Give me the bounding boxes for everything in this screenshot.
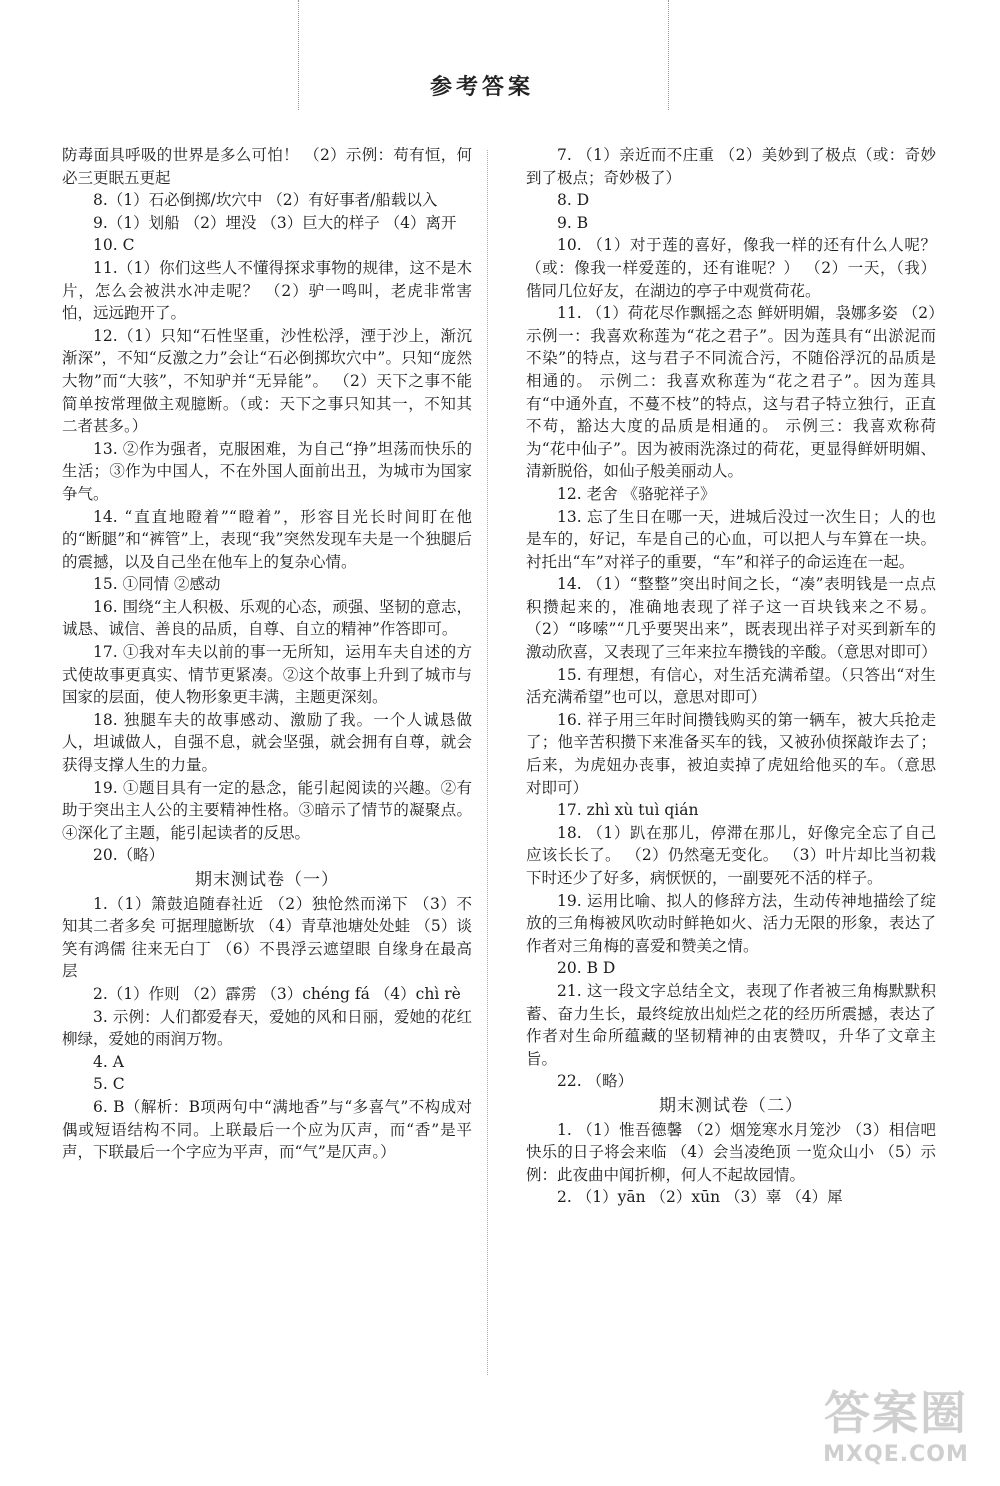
answer-item: 19. 运用比喻、拟人的修辞方法，生动传神地描绘了绽放的三角梅被风吹动时鲜艳如火、活力无限的形象，表达了作者对三角梅的喜爱和赞美之情。 bbox=[526, 891, 936, 955]
answer-item: 8. D bbox=[557, 191, 590, 210]
site-watermark bbox=[800, 1385, 992, 1481]
answer-item: 21. 这一段文字总结全文，表现了作者被三角梅默默积蓄、奋力生长，最终绽放出灿烂之花的经历所震撼，表达了作者对生命所蕴藏的坚韧精神的由衷赞叹，升华了文章主旨。 bbox=[526, 981, 936, 1068]
answer-item: 20. B D bbox=[557, 959, 616, 978]
section-heading: 期末测试卷（一） bbox=[195, 870, 339, 890]
answer-item: 14. （1）“整整”突出时间之长，“凑”表明钱是一点点积攒起来的，准确地表现了祥子这一百块钱来之不易。 （2）“哆嗦”“几乎要哭出来”，既表现出祥子对买到新车的激动欣喜，又表现了三年来拉车攒钱的辛酸。（意思对即可） bbox=[526, 575, 937, 662]
answer-item: 20.（略） bbox=[93, 846, 165, 865]
answer-item: 15. ①同情 ②感动 bbox=[93, 575, 221, 594]
header-rule-right bbox=[668, 0, 669, 110]
section-heading: 期末测试卷（二） bbox=[659, 1095, 803, 1116]
answer-item: 8.（1）石必倒掷/坎穴中 （2）有好事者/船载以入 bbox=[93, 191, 438, 210]
answer-item: 2. （1）yān （2）xūn （3）辜 （4）犀 bbox=[557, 1188, 843, 1207]
answer-item: 3. 示例：人们都爱春天，爱她的风和日丽，爱她的花红柳绿，爱她的雨润万物。 bbox=[62, 1007, 472, 1049]
answer-item: 19. ①题目具有一定的悬念，能引起阅读的兴趣。②有助于突出主人公的主要精神性格。③暗示了情节的凝聚点。④深化了主题，能引起读者的反思。 bbox=[62, 778, 472, 842]
answer-item: 11. （1）荷花尽作飘摇之态 鲜妍明媚，袅娜多姿 （2）示例一：我喜欢称莲为“花之君子”。因为莲具有“出淤泥而不染”的特点，这与君子不同流合污，不随俗浮沉的品质是相通的。 示例二：我喜欢称莲为“花之君子”。因为莲具有“中通外直，不蔓不枝”的特点，这与君子特立独行，正直不苟，豁达大度的品质是相通的。 示例三：我喜欢称荷为“花中仙子”。因为被雨洗涤过的荷花，更显得鲜妍明媚、清新脱俗，如仙子般美丽动人。 bbox=[526, 304, 936, 481]
answer-item: 1.（1）箫鼓追随春社近 （2）独怆然而涕下 （3）不知其二者多矣 可据理臆断欤 （4）青草池塘处处蛙 （5）谈笑有鸿儒 往来无白丁 （6）不畏浮云遮望眼 自缘身在最高层 bbox=[62, 894, 472, 981]
answer-item: 7. （1）亲近而不庄重 （2）美妙到了极点（或：奇妙到了极点；奇妙极了） bbox=[526, 146, 936, 187]
answer-item: 13. 忘了生日在哪一天，进城后没过一次生日；人的也是车的，好记，车是自己的心血，可以把人与车算在一块。衬托出“车”对祥子的重要，“车”和祥子的命运连在一起。 bbox=[526, 507, 936, 571]
answer-item: 11.（1）你们这些人不懂得探求事物的规律，这不是木片，怎么会被洪水冲走呢？ （2）驴一鸣叫，老虎非常害怕，远远跑开了。 bbox=[62, 258, 472, 323]
answer-item: 2.（1）作则 （2）霹雳 （3）chéng fá （4）chì rè bbox=[93, 984, 461, 1003]
answer-item: 防毒面具呼吸的世界是多么可怕！ （2）示例：苟有恒，何必三更眠五更起 bbox=[62, 146, 472, 187]
header-rule-left bbox=[298, 0, 299, 110]
column-divider bbox=[487, 150, 488, 1375]
answer-item: 10. C bbox=[93, 236, 135, 255]
answer-item: 15. 有理想，有信心，对生活充满希望。（只答出“对生活充满希望”也可以，意思对即可） bbox=[526, 665, 936, 707]
answer-item: 18. 独腿车夫的故事感动、激励了我。一个人诚恳做人，坦诚做人，自强不息，就会坚强，就会拥有自尊，就会获得支撑人生的力量。 bbox=[62, 710, 472, 775]
answer-item: 12. 老舍 《骆驼祥子》 bbox=[557, 484, 716, 503]
answer-item: 5. C bbox=[93, 1075, 125, 1094]
left-column bbox=[62, 144, 472, 1164]
answer-item: 22. （略） bbox=[557, 1072, 634, 1091]
watermark-url: MXQE.COM bbox=[823, 1442, 969, 1467]
answer-item: 16. 围绕“主人积极、乐观的心态，顽强、坚韧的意志，诚恳、诚信、善良的品质，自尊、自立的精神”作答即可。 bbox=[62, 597, 472, 639]
answer-item: 1. （1）惟吾德馨 （2）烟笼寒水月笼沙 （3）相信吧 快乐的日子将会来临 （4）会当凌绝顶 一览众山小 （5）示例：此夜曲中闻折柳，何人不起故园情。 bbox=[526, 1120, 936, 1184]
answer-item: 14. “直直地瞪着”“瞪着”，形容目光长时间盯在他的“断腿”和“裤管”上，表现“我”突然发现车夫是一个独腿后的震撼，以及自己坐在他车上的复杂心情。 bbox=[62, 507, 472, 571]
answer-item: 6. B（解析：B项两句中“满地香”与“多喜气”不构成对偶或短语结构不同。上联最后一个应为仄声，而“香”是平声，下联最后一个字应为平声，而“气”是仄声。） bbox=[62, 1097, 472, 1162]
answer-item: 13. ②作为强者，克服困难，为自己“挣”坦荡而快乐的生活；③作为中国人，不在外国人面前出丑，为城市为国家争气。 bbox=[62, 439, 472, 503]
answer-item: 16. 祥子用三年时间攒钱购买的第一辆车，被大兵抢走了；他辛苦积攒下来准备买车的钱，又被孙侦探敲诈去了；后来，为虎妞办丧事，被迫卖掉了虎妞给他买的车。（意思对即可） bbox=[526, 710, 936, 797]
answer-item: 18. （1）趴在那儿，停滞在那儿，好像完全忘了自己应该长长了。 （2）仍然毫无变化。 （3）叶片却比当初栽下时还少了好多，病恹恹的，一副要死不活的样子。 bbox=[526, 823, 936, 887]
watermark-logo-text: 答案圈 bbox=[824, 1386, 968, 1440]
right-column bbox=[526, 144, 936, 1209]
answer-item: 9. B bbox=[557, 213, 589, 232]
answer-item: 4. A bbox=[93, 1052, 124, 1071]
answer-item: 12.（1）只知“石性坚重，沙性松浮，湮于沙上，渐沉渐深”，不知“反激之力”会让“石必倒掷坎穴中”。只知“庞然大物”而“大骇”，不知驴并“无异能”。 （2）天下之事不能简单按常理做主观臆断。（或：天下之事只知其一，不知其二者甚多。） bbox=[62, 326, 472, 436]
answer-item: 17. zhì xù tuì qián bbox=[557, 801, 699, 820]
page-title: 参考答案 bbox=[429, 75, 534, 100]
answer-item: 10. （1）对于莲的喜好，像我一样的还有什么人呢？（或：像我一样爱莲的，还有谁呢？） （2）一天，（我）偕同几位好友，在湖边的亭子中观赏荷花。 bbox=[526, 236, 936, 300]
answer-item: 17. ①我对车夫以前的事一无所知，运用车夫自述的方式使故事更真实、情节更紧凑。②这个故事上升到了城市与国家的层面，使人物形象更丰满，主题更深刻。 bbox=[62, 643, 472, 707]
answer-item: 9.（1）划船 （2）埋没 （3）巨大的样子 （4）离开 bbox=[93, 213, 457, 232]
